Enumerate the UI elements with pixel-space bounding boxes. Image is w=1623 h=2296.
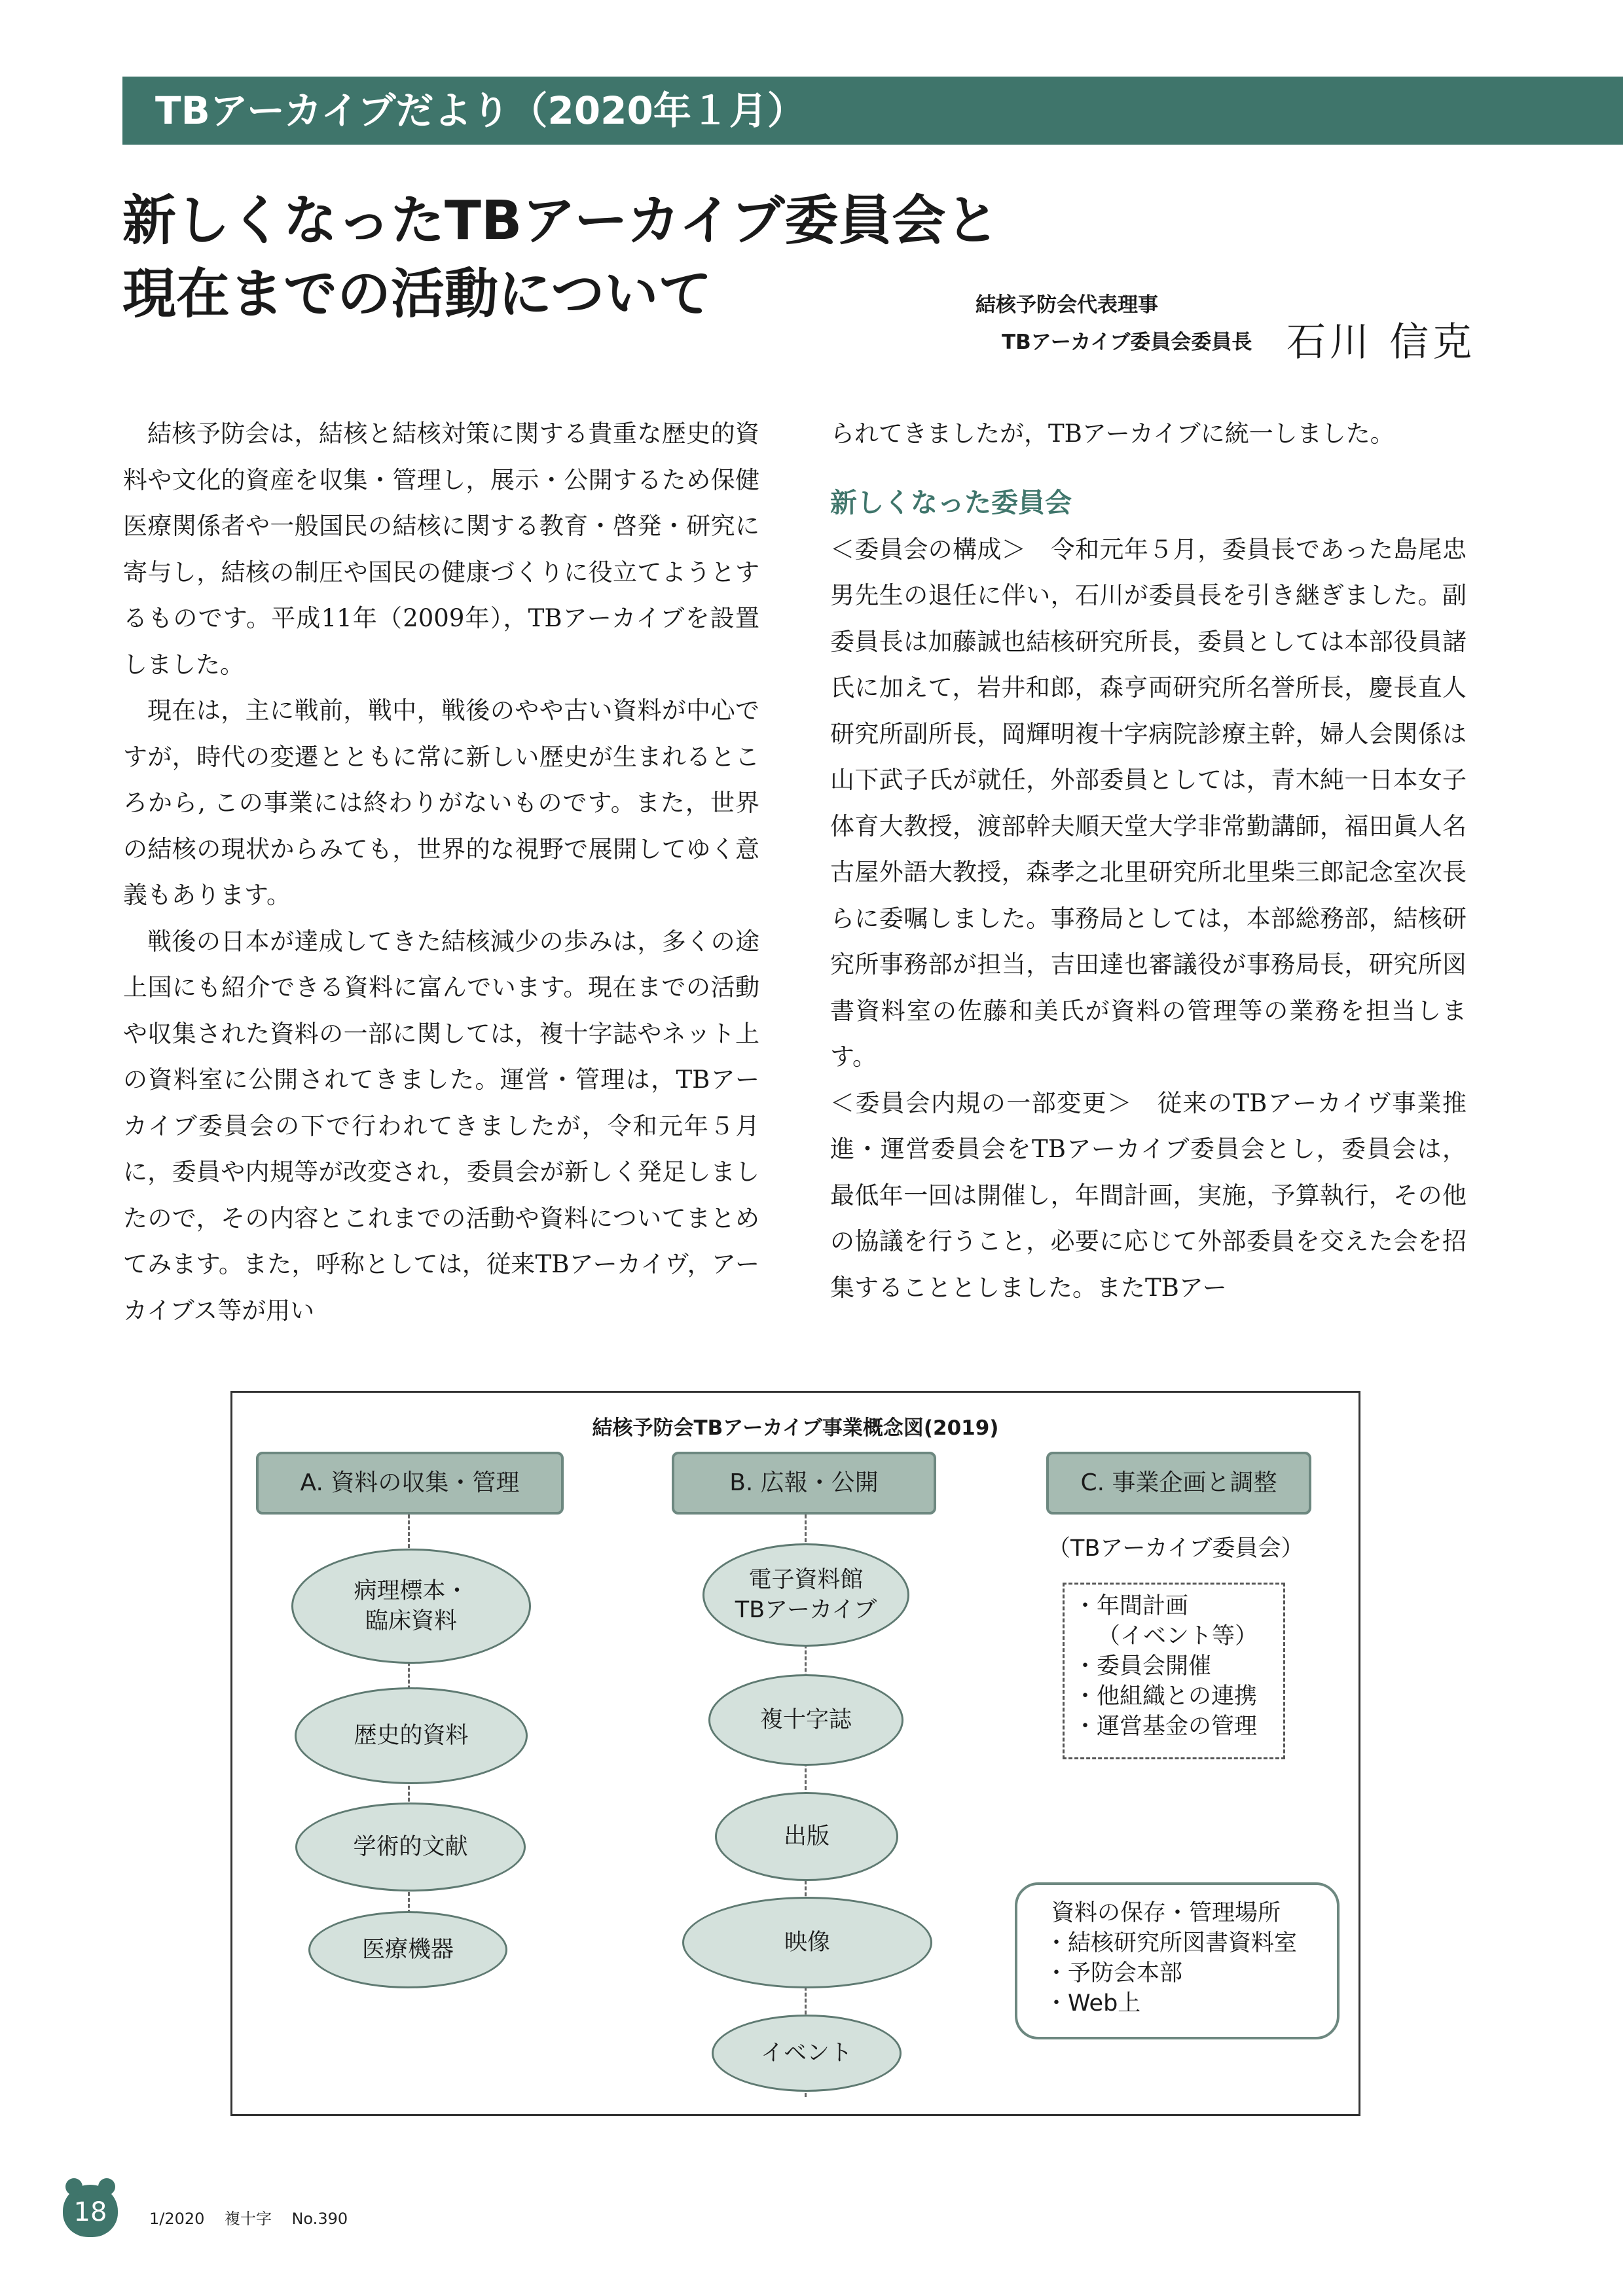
paragraph: 現在は，主に戦前，戦中，戦後のやや古い資料が中心ですが，時代の変遷とともに常に新しい歴史が生まれるところから, この事業には終わりがないものです。また，世界の結核の現状からみても，世界的な視野で展開してゆく意義もあります。: [123, 696, 759, 909]
storage-item: ・予防会本部: [1045, 1960, 1183, 1986]
node-label: 臨床資料: [365, 1608, 457, 1634]
body-column-left: [123, 411, 759, 1334]
page-number-badge: [63, 2185, 118, 2237]
page-number: 18: [73, 2197, 107, 2227]
node-label: 病理標本・: [354, 1578, 469, 1604]
node-historical-materials: 歴史的資料: [295, 1687, 528, 1784]
footer-issue: 1/2020: [149, 2210, 205, 2228]
committee-task: ・年間計画: [1074, 1593, 1189, 1619]
committee-task: ・委員会開催: [1074, 1653, 1212, 1679]
footer-magazine: 複十字: [224, 2210, 272, 2228]
node-label: 電子資料館: [748, 1567, 864, 1593]
node-medical-devices: 医療機器: [308, 1911, 507, 1988]
node-video: 映像: [682, 1897, 932, 1988]
node-academic-literature: 学術的文献: [295, 1803, 526, 1892]
header-publicity: B. 広報・公開: [672, 1452, 936, 1515]
footer-number: No.390: [291, 2210, 348, 2228]
paragraph: ＜委員会の構成＞ 令和元年５月，委員長であった島尾忠男先生の退任に伴い，石川が委員長を引き継ぎました。副委員長は加藤誠也結核研究所長，委員としては本部役員諸氏に加えて，岩井和郎，森亨両研究所名誉所長，慶長直人研究所副所長，岡輝明複十字病院診療主幹，婦人会関係は山下武子氏が就任，外部委員としては，青木純一日本女子体育大教授，渡部幹夫順天堂大学非常勤講師，福田眞人名古屋外語大教授，森孝之北里研究所北里柴三郎記念室次長らに委嘱しました。事務局としては，本部総務部，結核研究所事務部が担当，吉田達也審議役が事務局長，研究所図書資料室の佐藤和美氏が資料の管理等の業務を担当します。: [830, 535, 1467, 1071]
node-label: TBアーカイブ: [735, 1597, 877, 1623]
concept-diagram: [230, 1391, 1360, 2116]
storage-title: 資料の保存・管理場所: [1051, 1900, 1281, 1926]
article-title-line1: 新しくなったTBアーカイブ委員会と: [122, 190, 1000, 252]
node-events: イベント: [712, 2015, 902, 2092]
storage-item: ・Web上: [1045, 1990, 1141, 2017]
author-affiliation-2: TBアーカイブ委員会委員長: [1002, 331, 1252, 354]
author-name: 石川 信克: [1286, 319, 1476, 365]
section-banner: TBアーカイブだより（2020年１月）: [122, 77, 1623, 145]
header-planning: C. 事業企画と調整: [1046, 1452, 1311, 1515]
committee-task: ・運営基金の管理: [1074, 1713, 1258, 1740]
author-affiliation-1: 結核予防会代表理事: [976, 293, 1158, 317]
article-title: [122, 185, 1104, 331]
badge-ear-decoration: [98, 2178, 115, 2195]
storage-item: ・結核研究所図書資料室: [1045, 1930, 1298, 1956]
committee-label: （TBアーカイブ委員会）: [1048, 1535, 1304, 1562]
footer-issue-info: [149, 2206, 348, 2229]
node-fukujuji-magazine: 複十字誌: [708, 1674, 903, 1766]
body-column-right: [830, 411, 1467, 1311]
storage-locations: [1015, 1882, 1340, 2039]
article-title-line2: 現在までの活動について: [122, 263, 712, 325]
badge-ear-decoration: [65, 2178, 82, 2195]
header-collection: A. 資料の収集・管理: [256, 1452, 564, 1515]
section-heading: 新しくなった委員会: [830, 486, 1072, 518]
paragraph: 戦後の日本が達成してきた結核減少の歩みは，多くの途上国にも紹介できる資料に富んでいます。現在までの活動や収集された資料の一部に関しては，複十字誌やネット上の資料室に公開されてきました。運営・管理は，TBアーカイブ委員会の下で行われてきましたが，令和元年５月に，委員や内規等が改変され，委員会が新しく発足しましたので，その内容とこれまでの活動や資料についてまとめてみます。また，呼称としては，従来TBアーカイヴ，アーカイブス等が用い: [123, 927, 759, 1325]
paragraph: ＜委員会内規の一部変更＞ 従来のTBアーカイヴ事業推進・運営委員会をTBアーカイブ委員会とし，委員会は，最低年一回は開催し，年間計画，実施，予算執行，その他の協議を行うこと，必要に応じて外部委員を交えた会を招集することとしました。またTBアー: [830, 1088, 1467, 1302]
committee-task: ・他組織との連携: [1074, 1683, 1258, 1710]
paragraph-continuation: られてきましたが，TBアーカイブに統一しました。: [830, 420, 1395, 448]
diagram-title: 結核予防会TBアーカイブ事業概念図(2019): [592, 1416, 999, 1440]
node-publishing: 出版: [715, 1792, 898, 1881]
paragraph: 結核予防会は，結核と結核対策に関する貴重な歴史的資料や文化的資産を収集・管理し，展示・公開するため保健医療関係者や一般国民の結核に関する教育・啓発・研究に寄与し，結核の制圧や国民の健康づくりに役立てようとするものです。平成11年（2009年），TBアーカイブを設置しました。: [123, 420, 759, 679]
committee-task: （イベント等）: [1097, 1623, 1258, 1649]
node-pathology-specimens: [291, 1549, 531, 1664]
committee-tasks: [1063, 1583, 1285, 1759]
node-electronic-archive: [702, 1543, 909, 1647]
